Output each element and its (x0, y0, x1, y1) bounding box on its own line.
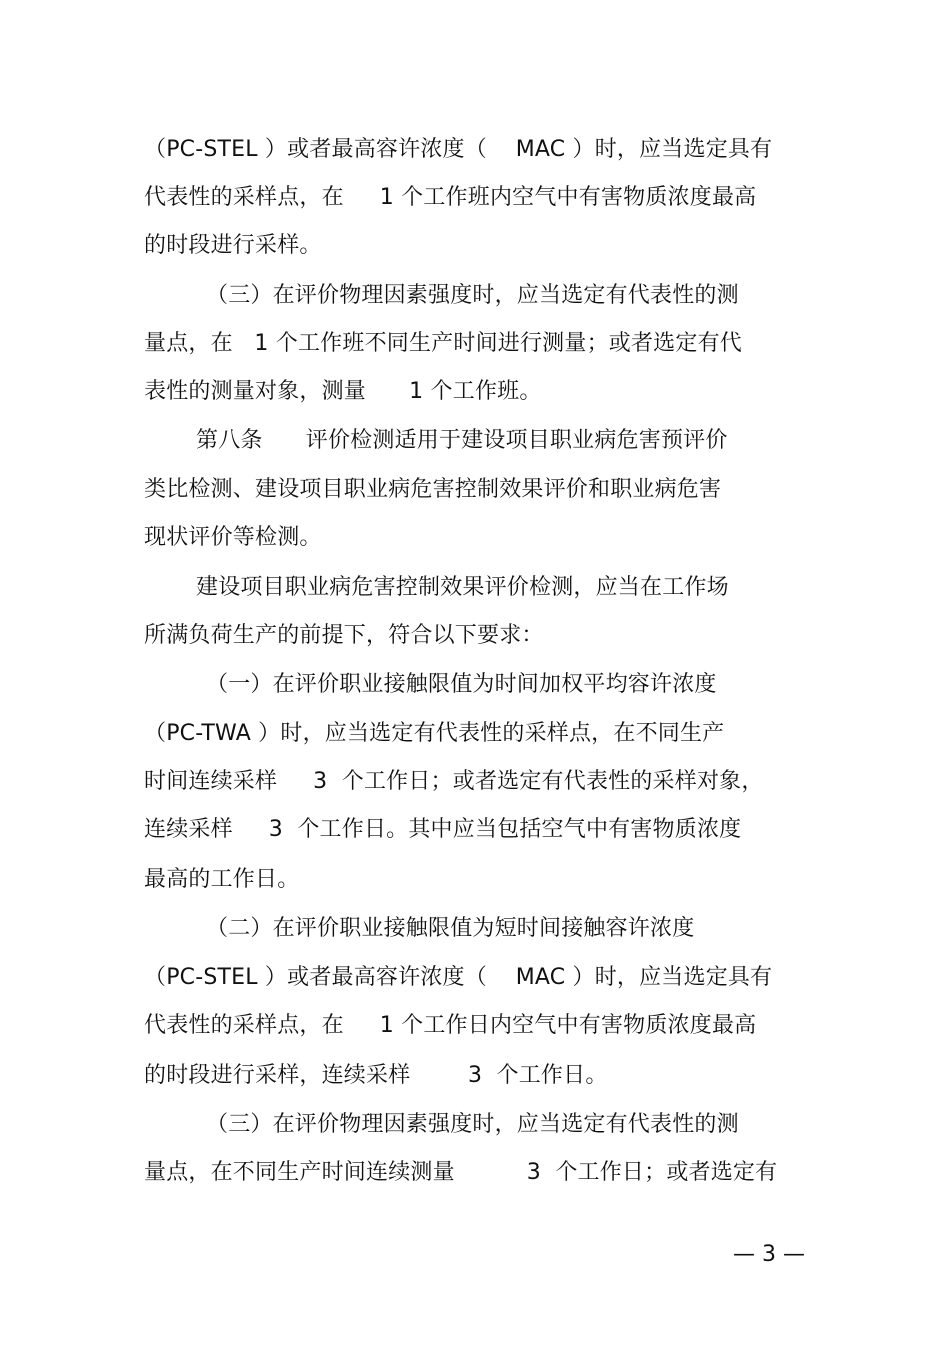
text-line: （三）在评价物理因素强度时，应当选定有代表性的测 (206, 1112, 739, 1137)
text-line: 时间连续采样 3 个工作日；或者选定有代表性的采样对象， (144, 769, 764, 794)
text-line: 的时段进行采样。 (144, 233, 322, 258)
text-line: （PC-TWA ）时，应当选定有代表性的采样点，在不同生产 (144, 721, 725, 746)
text-line: 表性的测量对象，测量 1 个工作班。 (144, 379, 542, 404)
text-line: 现状评价等检测。 (144, 525, 322, 550)
text-line: 所满负荷生产的前提下，符合以下要求： (144, 623, 544, 648)
text-line: 的时段进行采样，连续采样 3 个工作日。 (144, 1063, 608, 1088)
text-line: 类比检测、建设项目职业病危害控制效果评价和职业病危害 (144, 477, 722, 502)
text-line: （三）在评价物理因素强度时，应当选定有代表性的测 (206, 283, 739, 308)
text-line: （PC-STEL ）或者最高容许浓度（ MAC ）时，应当选定具有 (144, 137, 773, 162)
text-line: 代表性的采样点，在 1 个工作班内空气中有害物质浓度最高 (144, 185, 757, 210)
text-line: 建设项目职业病危害控制效果评价检测，应当在工作场 (196, 575, 729, 600)
text-line: 最高的工作日。 (144, 867, 300, 892)
page-number: — 3 — (733, 1242, 805, 1267)
text-line: （二）在评价职业接触限值为短时间接触容许浓度 (206, 916, 695, 941)
text-line: 连续采样 3 个工作日。其中应当包括空气中有害物质浓度 (144, 817, 742, 842)
text-line: 代表性的采样点，在 1 个工作日内空气中有害物质浓度最高 (144, 1013, 757, 1038)
text-line: （PC-STEL ）或者最高容许浓度（ MAC ）时，应当选定具有 (144, 965, 773, 990)
text-line: 量点，在不同生产时间连续测量 3 个工作日；或者选定有 (144, 1160, 778, 1185)
text-line: 量点，在 1 个工作班不同生产时间进行测量；或者选定有代 (144, 331, 742, 356)
text-line: （一）在评价职业接触限值为时间加权平均容许浓度 (206, 672, 717, 697)
article-heading-line: 第八条 评价检测适用于建设项目职业病危害预评价 (196, 428, 728, 453)
